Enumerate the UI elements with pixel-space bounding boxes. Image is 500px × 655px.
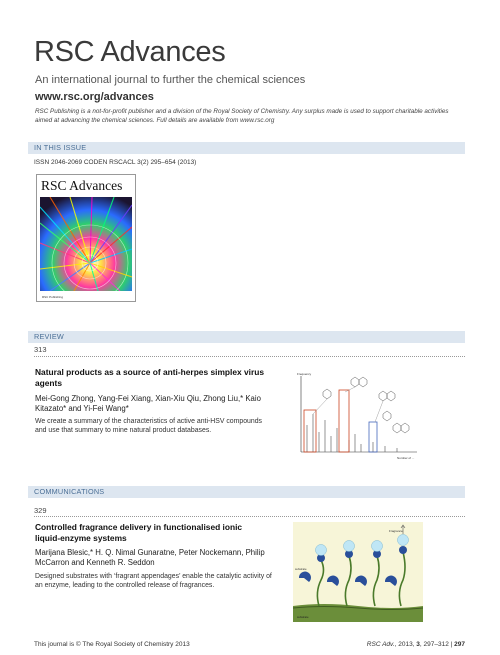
in-this-issue-band xyxy=(28,142,465,154)
issn-line: ISSN 2046-2069 CODEN RSCACL 3(2) 295–654 (2013) xyxy=(34,159,197,166)
cover-artwork xyxy=(40,197,132,291)
article-abstract: Designed substrates with ‘fragrant appendages’ enable the catalytic activity of an enzyme, leading to the controlled release of fragrances. xyxy=(35,573,272,589)
communications-label: COMMUNICATIONS xyxy=(34,487,105,496)
publisher-notice: RSC Publishing is a not-for-profit publisher and a division of the Royal Society of Chemistry. Any surplus made is used to support charitable activities aimed at advancing the chemical sciences. Full details are available from www.rsc.org xyxy=(35,108,449,124)
in-this-issue-label: IN THIS ISSUE xyxy=(34,143,87,152)
footer-journal: RSC Adv. xyxy=(366,641,395,648)
footer-page-number: 297 xyxy=(454,641,465,648)
figure-y-label: Frequency xyxy=(297,372,312,376)
review-band xyxy=(28,331,465,343)
communications-band xyxy=(28,486,465,498)
journal-cover[interactable] xyxy=(36,174,136,302)
footer-pages: , 297–312 | xyxy=(419,641,455,648)
article-page-number: 313 xyxy=(34,345,47,354)
footer-volume: 3 xyxy=(416,641,420,648)
divider xyxy=(34,516,465,517)
article-authors: Marijana Blesic,* H. Q. Nimal Gunaratne, Peter Nockemann, Philip McCarron and Kenneth R. Seddon xyxy=(35,548,265,568)
article-abstract: We create a summary of the characteristics of active anti-HSV compounds and use that summary to mine natural product databases. xyxy=(35,418,262,434)
figure-label-substrate: substrate xyxy=(295,567,307,571)
figure-label-fragrance: Fragrance xyxy=(389,529,403,533)
review-label: REVIEW xyxy=(34,332,64,341)
divider xyxy=(34,356,465,357)
article-title[interactable]: Controlled fragrance delivery in functionalised ionic liquid-enzyme systems xyxy=(35,522,243,543)
journal-tagline: An international journal to further the chemical sciences xyxy=(35,74,306,86)
figure-label-base: substrate xyxy=(297,615,309,619)
footer-copyright: This journal is © The Royal Society of Chemistry 2013 xyxy=(34,641,190,648)
review-graphical-abstract xyxy=(293,370,423,462)
communication-graphical-abstract xyxy=(293,522,423,622)
journal-url[interactable]: www.rsc.org/advances xyxy=(35,91,154,103)
cover-title: RSC Advances xyxy=(41,178,123,193)
footer-citation xyxy=(367,641,465,648)
footer-year: , 2013, xyxy=(394,641,417,648)
journal-title: RSC Advances xyxy=(34,36,226,68)
article-title[interactable]: Natural products as a source of anti-herpes simplex virus agents xyxy=(35,367,264,388)
article-authors: Mei-Gong Zhong, Yang-Fei Xiang, Xian-Xiu Qiu, Zhong Liu,* Kaio Kitazato* and Yi-Fei Wang* xyxy=(35,394,261,414)
figure-x-label: Number of ... xyxy=(397,456,415,460)
cover-footer: RSC Publishing xyxy=(42,295,64,299)
article-page-number: 329 xyxy=(34,506,47,515)
